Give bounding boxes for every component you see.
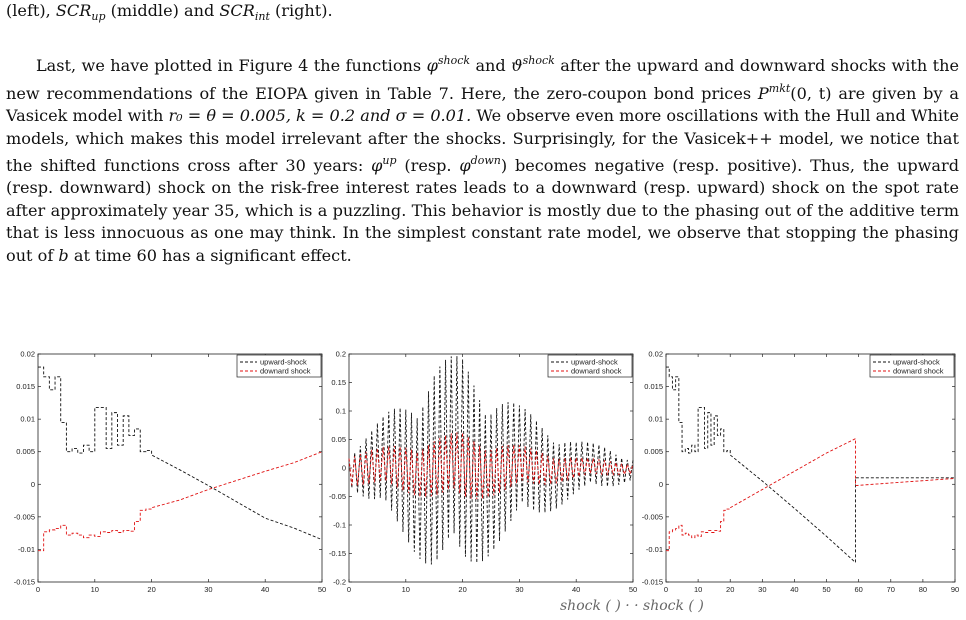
- caption-right-label: (right).: [275, 1, 333, 20]
- legend-label: downard shock: [571, 366, 622, 376]
- y-tick-label: -0.05: [328, 492, 346, 501]
- legend-label: upward-shock: [571, 357, 618, 367]
- axes-frame: [349, 354, 633, 582]
- legend-label: downard shock: [260, 366, 311, 376]
- x-tick-label: 70: [886, 585, 895, 594]
- x-tick-label: 80: [918, 585, 928, 594]
- legend-label: upward-shock: [260, 357, 307, 367]
- figure-caption-tail: [6, 0, 959, 28]
- x-tick-label: 0: [35, 585, 41, 594]
- x-tick-label: 50: [317, 585, 327, 594]
- x-tick-label: 50: [822, 585, 831, 594]
- x-tick-label: 0: [346, 585, 352, 594]
- y-tick-label: 0: [30, 479, 35, 489]
- y-tick-label: -0.015: [13, 577, 35, 587]
- y-tick-label: -0.2: [333, 577, 346, 587]
- series-line-upward: [38, 367, 322, 540]
- x-tick-label: 30: [758, 585, 767, 594]
- series-line-upward: [666, 367, 955, 562]
- y-tick-label: 0.015: [16, 382, 35, 392]
- y-tick-label: 0.015: [644, 382, 663, 392]
- x-tick-label: 20: [147, 585, 156, 594]
- math-phi-up: $\varphi^{up}$: [371, 154, 397, 176]
- footer-fragment: shock ( ) · · shock ( ): [560, 598, 704, 614]
- x-tick-label: 10: [90, 585, 99, 594]
- x-tick-label: 0: [663, 585, 669, 594]
- y-tick-label: -0.15: [328, 549, 346, 558]
- x-tick-label: 40: [790, 585, 799, 594]
- y-tick-label: -0.005: [641, 512, 663, 522]
- y-tick-label: 0.01: [648, 414, 663, 424]
- series-line-upward: [349, 356, 633, 564]
- x-tick-label: 30: [204, 585, 213, 594]
- y-tick-label: -0.01: [17, 544, 35, 554]
- chart-panel-1: [14, 350, 326, 595]
- body-paragraph: Last, we have plotted in Figure 4 the functions $\varphi^{shock}$ and $ϑ^{shock}$ after the upward and downward shocks with the new recommendations of the EIOPA given in Table 7. Here, the zero-coupon bond prices $P^{mkt}(0$, t) are given by a Vasicek model with r₀ = θ = 0.005, k = 0.2 and σ = 0.01. We observe even more oscillations with the Hull and White models, which makes this model irrelevant after the shocks. Surprisingly, for the Vasicek++ model, we notice that the shifted functions cross after 30 years: $\varphi^{up}$ (resp. $\varphi^{down}$) becomes negative (resp. positive). Thus, the upward (resp. downward) shock on the risk-free interest rates leads to a downward (resp. upward) shock on the spot rate after approximately year 35, which is a puzzling. This behavior is mostly due to the phasing out of the additive term that is less innocuous as one may think. In the simplest constant rate model, we observe that stopping the phasing out of b at time 60 has a significant effect.: [6, 54, 960, 265]
- plots-svg: [0, 340, 966, 616]
- series-line-downward: [38, 452, 322, 551]
- caption-left-label: (left),: [6, 1, 51, 20]
- x-tick-label: 50: [628, 585, 638, 594]
- x-tick-label: 20: [726, 585, 735, 594]
- math-b: b: [58, 245, 69, 265]
- axes-frame: [666, 354, 955, 582]
- x-tick-label: 40: [261, 585, 270, 594]
- y-tick-label: 0.1: [335, 406, 346, 416]
- legend-label: downard shock: [893, 366, 944, 376]
- math-scr-up: $SCR_{up}$: [55, 1, 106, 23]
- y-tick-label: 0.02: [648, 349, 663, 359]
- figure-plots: [0, 340, 966, 616]
- math-params: r₀ = θ = 0.005, k = 0.2 and σ = 0.01.: [168, 106, 472, 126]
- chart-panel-3: [642, 350, 959, 595]
- x-tick-label: 60: [854, 585, 863, 594]
- y-tick-label: 0: [341, 463, 346, 473]
- y-tick-label: 0: [658, 479, 663, 489]
- x-tick-label: 10: [693, 585, 703, 594]
- y-tick-label: 0.005: [644, 447, 663, 457]
- axes-frame: [38, 354, 322, 582]
- math-theta-shock: $ϑ^{shock}$: [511, 54, 555, 76]
- y-tick-label: -0.015: [641, 577, 663, 587]
- x-tick-label: 90: [950, 585, 960, 594]
- y-tick-label: 0.05: [331, 435, 346, 444]
- caption-mid-label: (middle) and: [110, 1, 215, 20]
- y-tick-label: 0.2: [335, 349, 346, 359]
- x-tick-label: 20: [458, 585, 467, 594]
- series-line-downward: [666, 439, 955, 551]
- math-phi-shock: $\varphi^{shock}$: [426, 54, 471, 76]
- math-phi-down: $\varphi^{down}$: [459, 154, 501, 176]
- page-text: [6, 0, 959, 267]
- series-line-downward: [349, 432, 633, 499]
- y-tick-label: 0.005: [16, 447, 35, 457]
- legend-label: upward-shock: [893, 357, 940, 367]
- y-tick-label: -0.005: [13, 512, 35, 522]
- y-tick-label: -0.01: [645, 544, 663, 554]
- y-tick-label: 0.15: [331, 378, 346, 387]
- y-tick-label: -0.1: [333, 520, 346, 530]
- y-tick-label: 0.02: [20, 349, 35, 359]
- x-tick-label: 30: [515, 585, 524, 594]
- chart-panel-2: [329, 350, 637, 595]
- math-p-mkt: $P^{mkt}(0$, t): [757, 81, 832, 103]
- y-tick-label: 0.01: [20, 414, 35, 424]
- x-tick-label: 10: [401, 585, 410, 594]
- math-scr-int: $SCR_{int}$: [219, 1, 270, 23]
- x-tick-label: 40: [572, 585, 581, 594]
